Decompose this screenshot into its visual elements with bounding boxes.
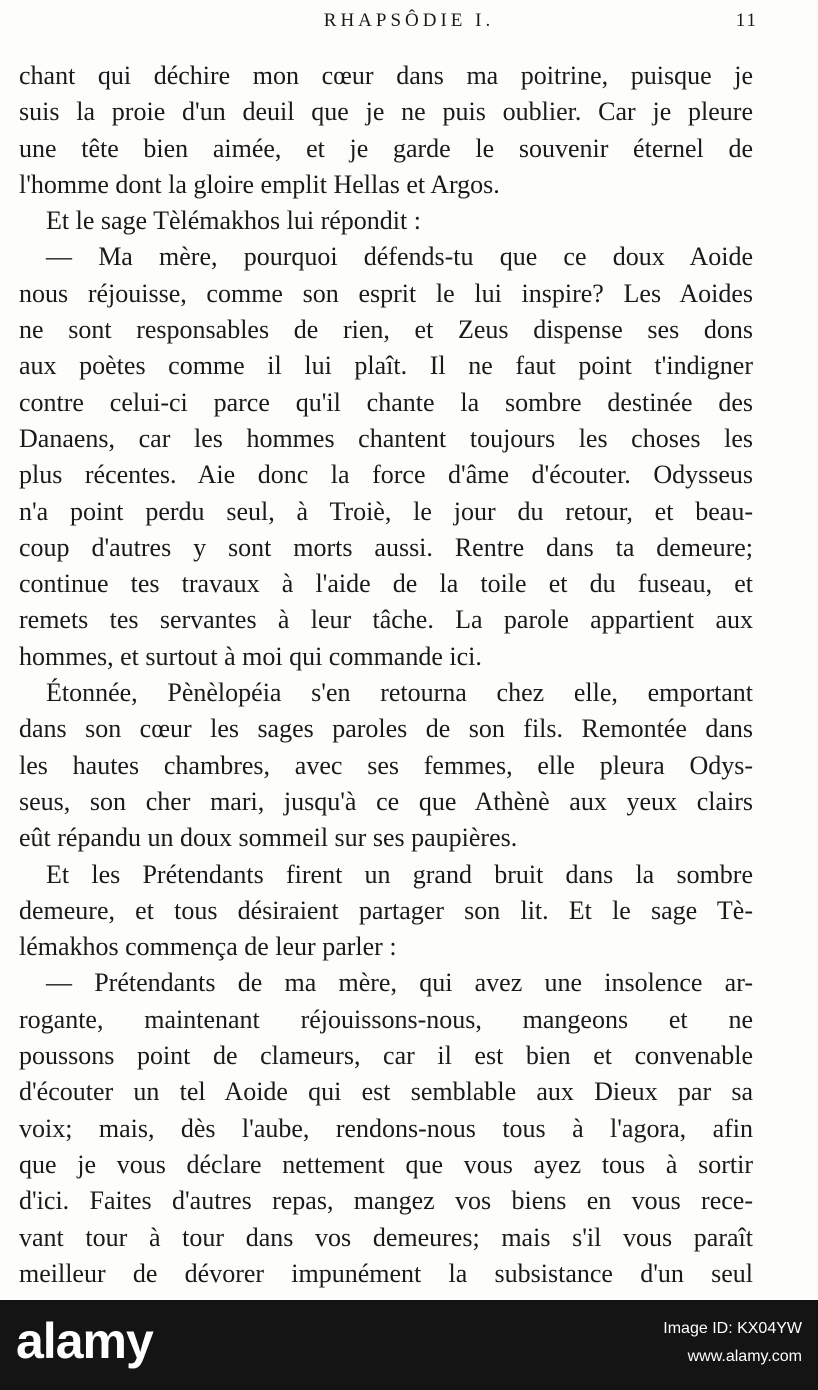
text-line: n'a point perdu seul, à Troiè, le jour du retour, et beau- [19, 496, 753, 526]
text-line: les hautes chambres, avec ses femmes, elle pleura Odys- [19, 750, 753, 780]
text-line: plus récentes. Aie donc la force d'âme d'écouter. Odysseus [19, 460, 753, 490]
text-line: — Prétendants de ma mère, qui avez une insolence ar- [46, 968, 753, 998]
text-line: meilleur de dévorer impunément la subsistance d'un seul [19, 1258, 753, 1288]
paragraph [19, 965, 753, 1292]
body-text [19, 58, 753, 1292]
text-line: — Ma mère, pourquoi défends-tu que ce doux Aoide [46, 242, 753, 272]
site-url: www.alamy.com [687, 1348, 802, 1365]
text-line: Et les Prétendants firent un grand bruit dans la sombre [46, 859, 753, 889]
watermark-banner [0, 1300, 818, 1390]
text-line: rogante, maintenant réjouissons-nous, mangeons et ne [19, 1004, 753, 1034]
text-line: lémakhos commença de leur parler : [19, 932, 397, 962]
text-line: remets tes servantes à leur tâche. La parole appartient aux [19, 605, 753, 635]
paragraph [19, 239, 753, 675]
text-line: eût répandu un doux sommeil sur ses paupières. [19, 823, 518, 853]
alamy-logo: alamy [16, 1313, 153, 1369]
text-line: chant qui déchire mon cœur dans ma poitrine, puisque je [19, 61, 753, 90]
text-line: poussons point de clameurs, car il est bien et convenable [19, 1041, 753, 1071]
text-line: hommes, et surtout à moi qui commande ici. [19, 641, 482, 671]
paragraph [19, 58, 753, 203]
running-title: RHAPSÔDIE I. [323, 10, 495, 31]
text-line: que je vous déclare nettement que vous ayez tous à sortir [19, 1149, 753, 1179]
text-line: vant tour à tour dans vos demeures; mais s'il vous paraît [19, 1222, 753, 1252]
text-line: demeure, et tous désiraient partager son lit. Et le sage Tè- [19, 895, 753, 925]
text-line: l'homme dont la gloire emplit Hellas et Argos. [19, 169, 500, 199]
text-line: Et le sage Tèlémakhos lui répondit : [46, 206, 421, 236]
running-head [0, 6, 818, 36]
text-line: aux poètes comme il lui plaît. Il ne faut point t'indigner [19, 351, 753, 381]
paragraph [19, 857, 753, 966]
text-line: seus, son cher mari, jusqu'à ce que Athènè aux yeux clairs [19, 786, 753, 816]
text-line: Danaens, car les hommes chantent toujours les choses les [19, 423, 753, 453]
text-line: dans son cœur les sages paroles de son fils. Remontée dans [19, 714, 753, 744]
text-line: Étonnée, Pènèlopéia s'en retourna chez elle, emportant [46, 678, 753, 708]
paragraph [19, 675, 753, 856]
text-line: suis la proie d'un deuil que je ne puis oublier. Car je pleure [19, 97, 753, 127]
text-line: contre celui-ci parce qu'il chante la sombre destinée des [19, 387, 753, 417]
text-line: d'ici. Faites d'autres repas, mangez vos biens en vous rece- [19, 1186, 753, 1216]
paragraph [19, 203, 753, 239]
image-id: Image ID: KX04YW [663, 1320, 802, 1337]
text-line: une tête bien aimée, et je garde le souvenir éternel de [19, 133, 753, 163]
text-line: nous réjouisse, comme son esprit le lui inspire? Les Aoides [19, 278, 753, 308]
text-line: d'écouter un tel Aoide qui est semblable aux Dieux par sa [19, 1077, 753, 1107]
text-line: coup d'autres y sont morts aussi. Rentre dans ta demeure; [19, 532, 753, 562]
text-line: continue tes travaux à l'aide de la toile et du fuseau, et [19, 569, 753, 599]
text-line: ne sont responsables de rien, et Zeus dispense ses dons [19, 315, 753, 345]
page-number: 11 [735, 10, 758, 31]
text-line: voix; mais, dès l'aube, rendons-nous tous à l'agora, afin [19, 1113, 753, 1143]
